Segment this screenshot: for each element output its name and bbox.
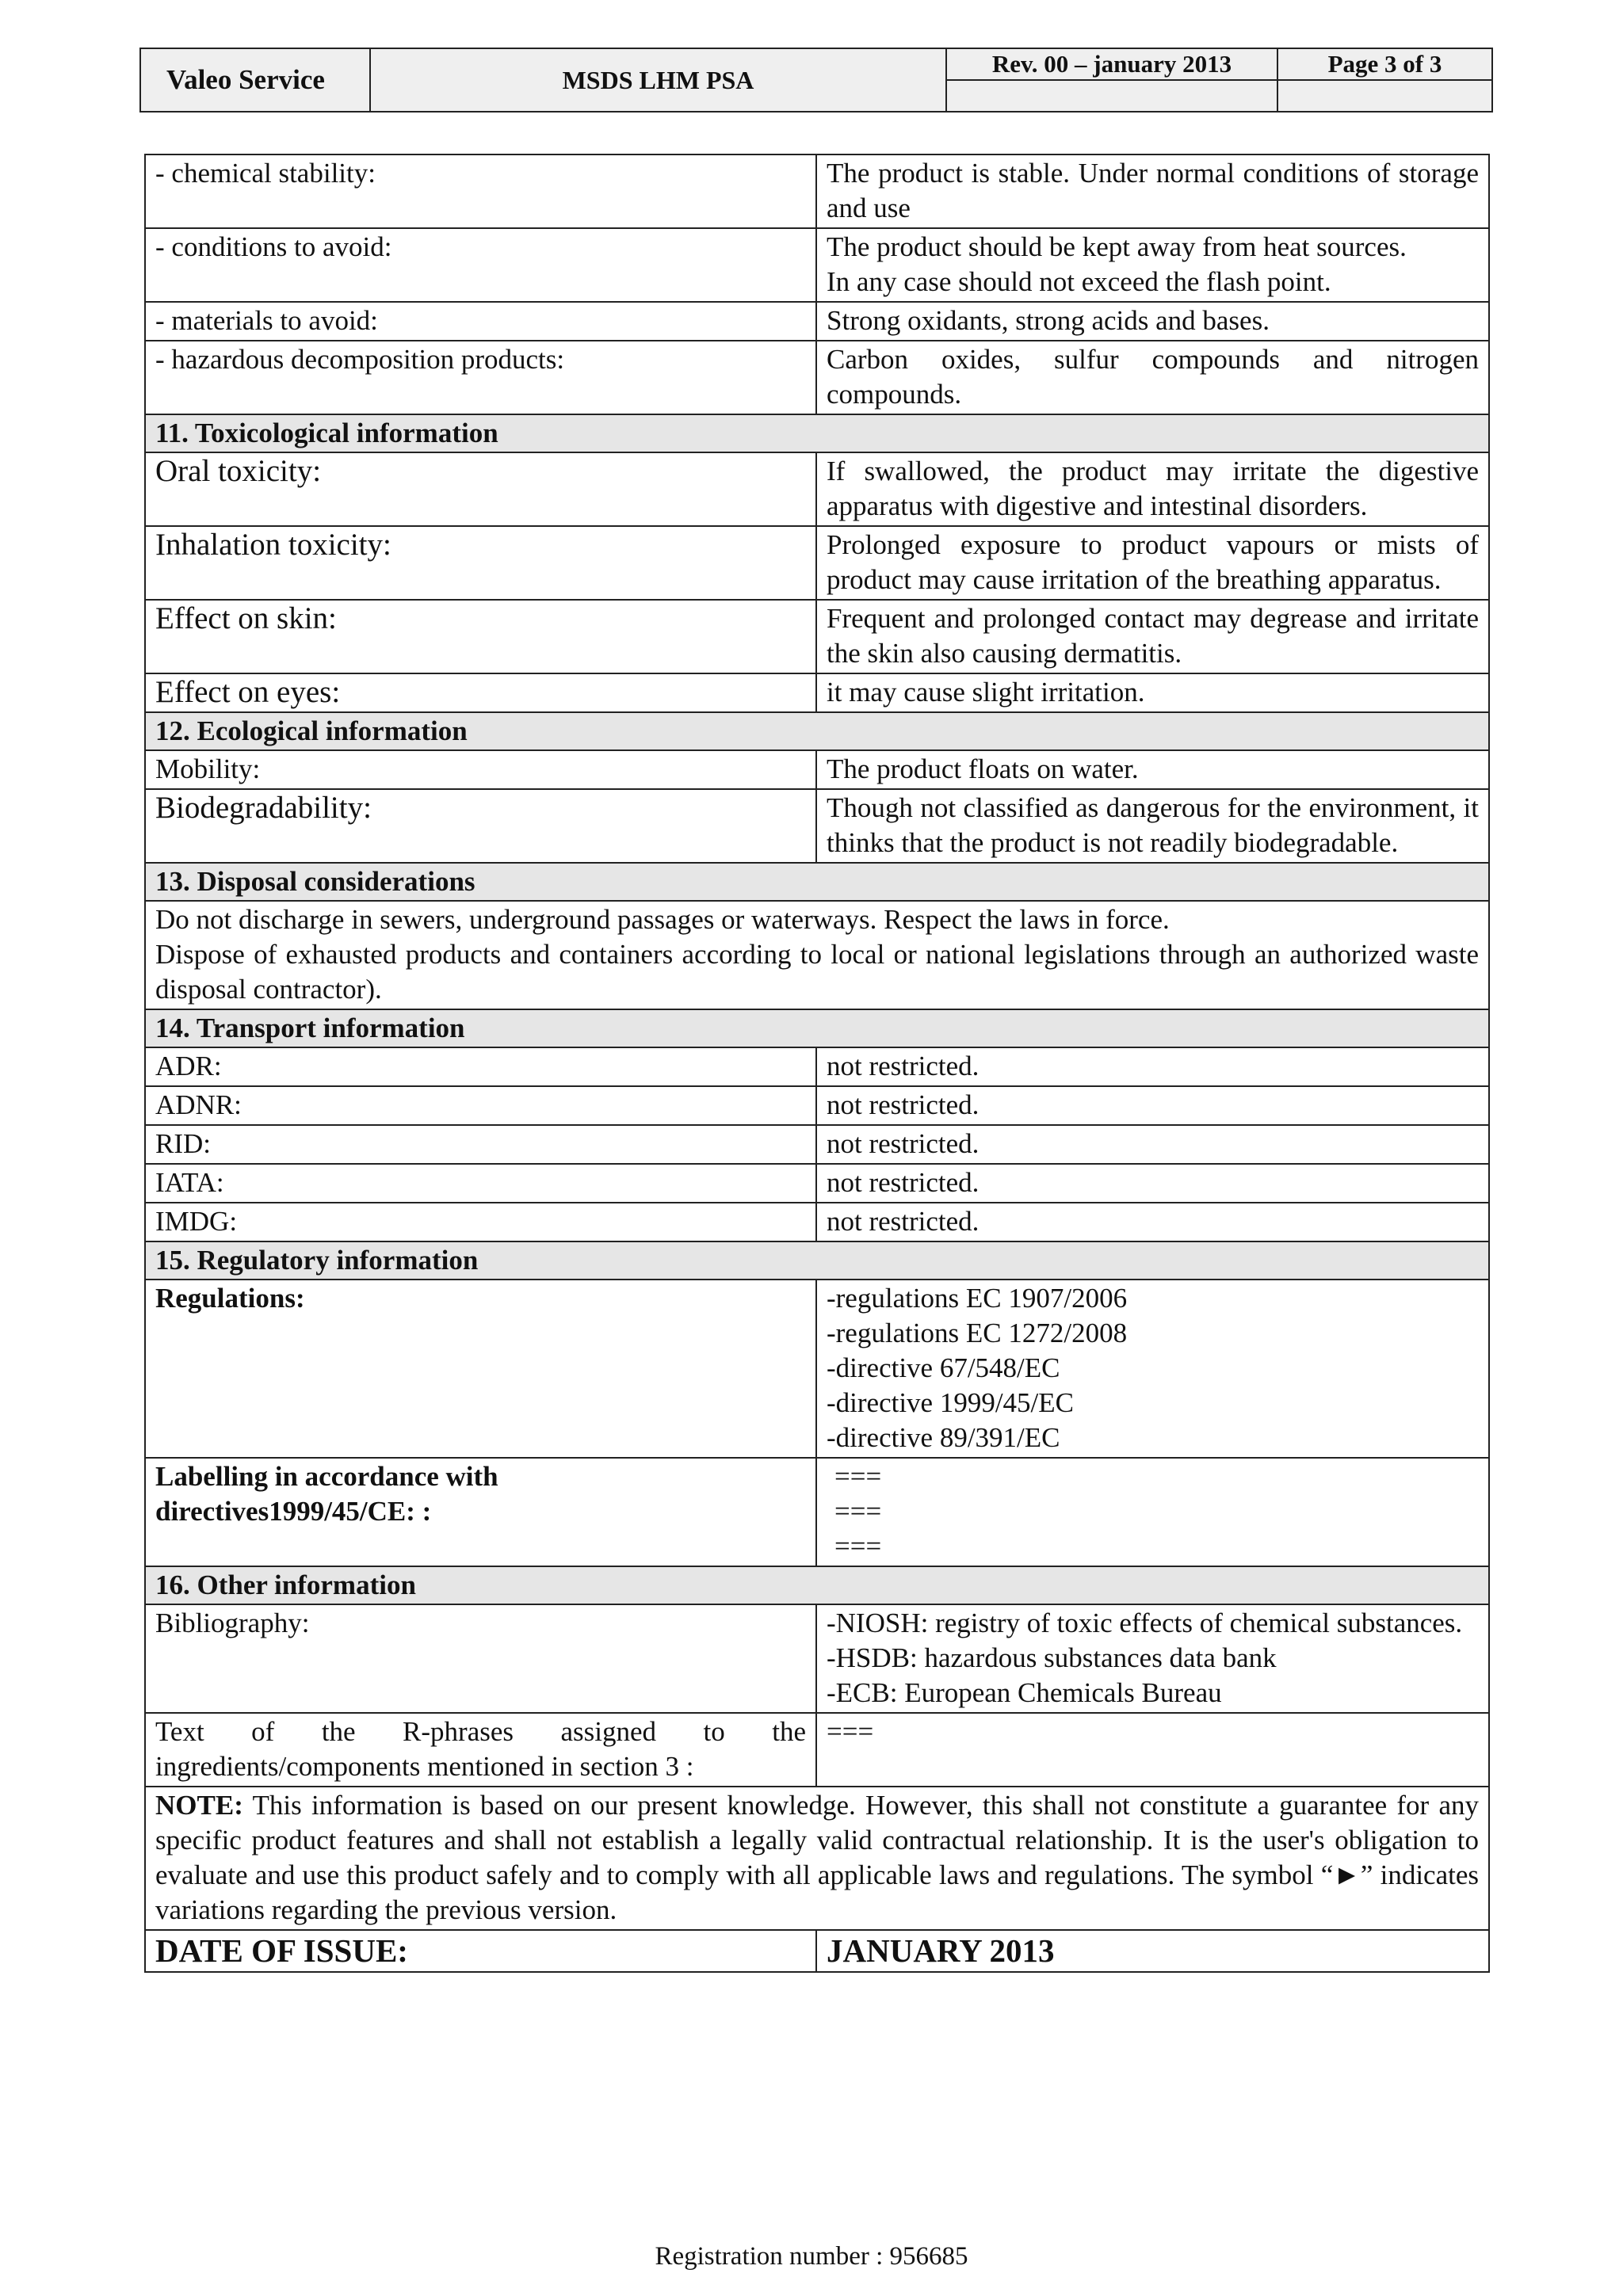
date-row — [145, 1930, 1489, 1972]
row-value: Prolonged exposure to product vapours or mists of product may cause irritation of the breathing apparatus. — [816, 526, 1489, 600]
table-row — [145, 452, 1489, 526]
regulations-list — [816, 1280, 1489, 1458]
table-row — [145, 1125, 1489, 1164]
row-label: Inhalation toxicity: — [145, 526, 816, 600]
row-value: The product is stable. Under normal conditions of storage and use — [816, 154, 1489, 228]
table-row — [145, 154, 1489, 228]
labelling-values — [816, 1458, 1489, 1566]
date-of-issue-value: JANUARY 2013 — [816, 1930, 1489, 1972]
row-value: If swallowed, the product may irritate the digestive apparatus with digestive and intestinal disorders. — [816, 452, 1489, 526]
disposal-text — [145, 901, 1489, 1009]
row-label: - conditions to avoid: — [145, 228, 816, 302]
bibliography-item: -HSDB: hazardous substances data bank — [827, 1642, 1277, 1673]
row-label: IATA: — [145, 1164, 816, 1203]
labelling-label-line: Labelling in accordance with — [155, 1461, 498, 1492]
regulation-item: -directive 67/548/EC — [827, 1352, 1060, 1383]
row-label: Oral toxicity: — [145, 452, 816, 526]
table-row — [145, 901, 1489, 1009]
table-row — [145, 1164, 1489, 1203]
labelling-label-line: directives1999/45/CE: : — [155, 1496, 432, 1527]
row-label: Biodegradability: — [145, 789, 816, 863]
header-blank-cell — [1277, 80, 1492, 112]
msds-content-table — [144, 154, 1490, 1973]
rphrases-label: Text of the R-phrases assigned to the ingredients/components mentioned in section 3 : — [145, 1713, 816, 1787]
section-heading-row — [145, 1009, 1489, 1047]
registration-number: Registration number : 956685 — [655, 2242, 968, 2271]
row-value: Carbon oxides, sulfur compounds and nitrogen compounds. — [816, 341, 1489, 414]
table-row — [145, 302, 1489, 341]
labelling-label — [145, 1458, 816, 1566]
table-row — [145, 228, 1489, 302]
table-row — [145, 1047, 1489, 1086]
disposal-line: Do not discharge in sewers, underground passages or waterways. Respect the laws in force. — [155, 904, 1170, 935]
row-value: Strong oxidants, strong acids and bases. — [816, 302, 1489, 341]
table-row — [145, 673, 1489, 712]
section-title-transport: 14. Transport information — [145, 1009, 1489, 1047]
row-value: not restricted. — [816, 1047, 1489, 1086]
labelling-item: === — [834, 1496, 882, 1527]
value-line: The product should be kept away from heat sources. — [827, 231, 1407, 262]
labelling-item: === — [834, 1461, 882, 1492]
labelling-item: === — [834, 1531, 882, 1562]
regulation-item: -directive 1999/45/EC — [827, 1387, 1075, 1418]
row-value: Frequent and prolonged contact may degrease and irritate the skin also causing dermatitis. — [816, 600, 1489, 673]
row-value: not restricted. — [816, 1086, 1489, 1125]
regulation-item: -regulations EC 1272/2008 — [827, 1318, 1128, 1348]
rphrases-value: === — [816, 1713, 1489, 1787]
section-heading-row — [145, 863, 1489, 901]
row-label: ADR: — [145, 1047, 816, 1086]
revision-label: Rev. 00 – january 2013 — [946, 48, 1277, 80]
row-label: IMDG: — [145, 1203, 816, 1241]
document-header — [139, 48, 1493, 113]
section-title-regulatory: 15. Regulatory information — [145, 1241, 1489, 1280]
table-row — [145, 526, 1489, 600]
row-label: - hazardous decomposition products: — [145, 341, 816, 414]
section-heading-row — [145, 712, 1489, 750]
date-of-issue-label: DATE OF ISSUE: — [145, 1930, 816, 1972]
page-number: Page 3 of 3 — [1277, 48, 1492, 80]
section-title-disposal: 13. Disposal considerations — [145, 863, 1489, 901]
regulation-item: -directive 89/391/EC — [827, 1422, 1060, 1453]
row-label: Mobility: — [145, 750, 816, 789]
table-row — [145, 1203, 1489, 1241]
section-title-toxicological: 11. Toxicological information — [145, 414, 1489, 452]
bibliography-item: -NIOSH: registry of toxic effects of chemical substances. — [827, 1608, 1463, 1638]
row-value — [816, 228, 1489, 302]
section-title-other: 16. Other information — [145, 1566, 1489, 1604]
header-blank-cell — [946, 80, 1277, 112]
row-label: - materials to avoid: — [145, 302, 816, 341]
section-heading-row — [145, 414, 1489, 452]
table-row — [145, 341, 1489, 414]
note-row — [145, 1787, 1489, 1930]
row-value: not restricted. — [816, 1203, 1489, 1241]
note-prefix: NOTE: — [155, 1790, 243, 1821]
bibliography-label: Bibliography: — [145, 1604, 816, 1713]
regulations-label: Regulations: — [145, 1280, 816, 1458]
note-text — [145, 1787, 1489, 1930]
table-row — [145, 1280, 1489, 1458]
row-value: Though not classified as dangerous for the environment, it thinks that the product is not readily biodegradable. — [816, 789, 1489, 863]
row-value: The product floats on water. — [816, 750, 1489, 789]
section-heading-row — [145, 1241, 1489, 1280]
row-label: - chemical stability: — [145, 154, 816, 228]
table-row — [145, 600, 1489, 673]
table-row — [145, 789, 1489, 863]
regulation-item: -regulations EC 1907/2006 — [827, 1283, 1128, 1314]
row-value: not restricted. — [816, 1164, 1489, 1203]
note-body: This information is based on our present knowledge. However, this shall not constitute a guarantee for any specific product features and shall not establish a legally valid contractual relationship. It is the user's obligation to evaluate and use this product safely and to comply with all applicable laws and regulations. The symbol “►” indicates variations regarding the previous version. — [155, 1790, 1479, 1925]
row-label: Effect on skin: — [145, 600, 816, 673]
value-line: In any case should not exceed the flash point. — [827, 266, 1331, 297]
section-title-ecological: 12. Ecological information — [145, 712, 1489, 750]
bibliography-item: -ECB: European Chemicals Bureau — [827, 1677, 1222, 1708]
table-row — [145, 1086, 1489, 1125]
row-label: ADNR: — [145, 1086, 816, 1125]
row-label: RID: — [145, 1125, 816, 1164]
disposal-line: Dispose of exhausted products and containers according to local or national legislations through an authorized waste disposal contractor). — [155, 939, 1479, 1005]
document-title: MSDS LHM PSA — [370, 48, 946, 112]
table-row — [145, 750, 1489, 789]
table-row — [145, 1713, 1489, 1787]
row-value: not restricted. — [816, 1125, 1489, 1164]
section-heading-row — [145, 1566, 1489, 1604]
table-row — [145, 1458, 1489, 1566]
row-label: Effect on eyes: — [145, 673, 816, 712]
bibliography-list — [816, 1604, 1489, 1713]
row-value: it may cause slight irritation. — [816, 673, 1489, 712]
table-row — [145, 1604, 1489, 1713]
company-name: Valeo Service — [140, 48, 370, 112]
